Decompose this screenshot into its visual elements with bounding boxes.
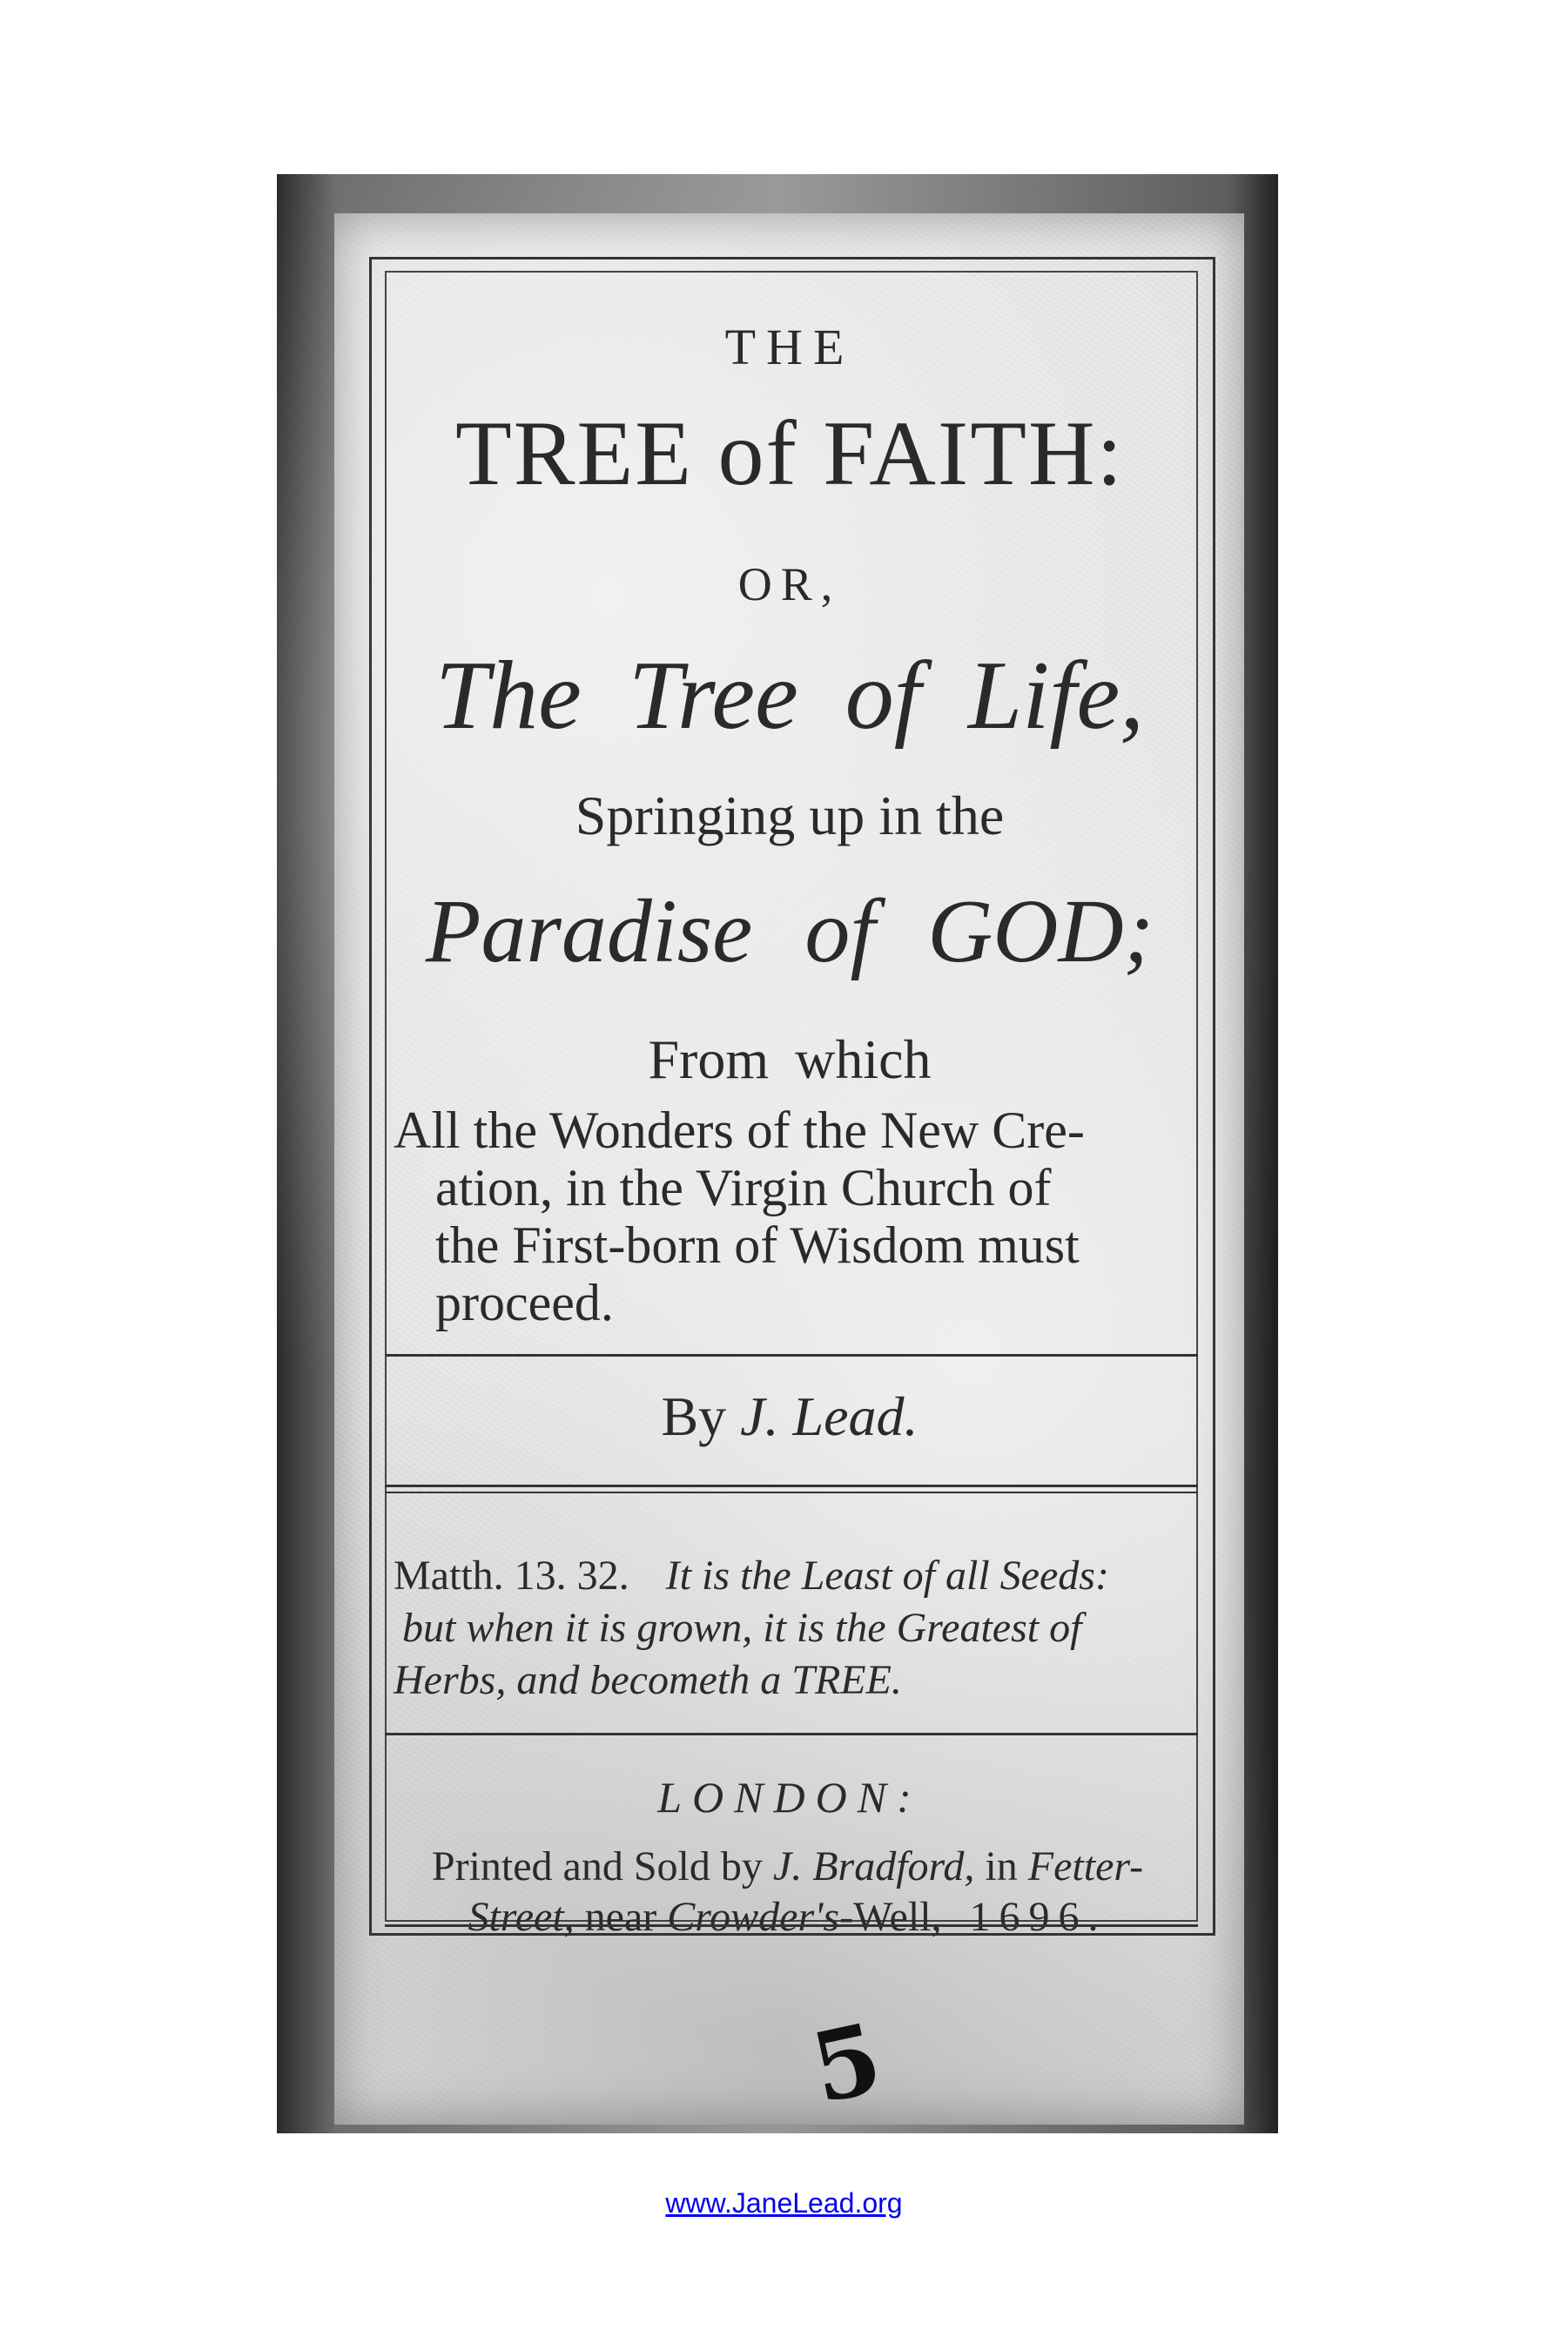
description-line: the First-born of Wisdom must xyxy=(435,1216,1080,1274)
printer-name: J. Bradford, xyxy=(772,1843,975,1890)
imprint-text: Well, xyxy=(853,1894,942,1940)
scripture-reference: Matth. 13. 32. xyxy=(394,1553,629,1599)
divider-rule xyxy=(385,1485,1198,1487)
by-label: By xyxy=(661,1385,727,1447)
scripture-quote xyxy=(394,1550,1181,1707)
divider-rule xyxy=(385,1733,1198,1735)
scripture-line xyxy=(394,1550,1181,1602)
description-block xyxy=(394,1101,1181,1331)
description-line: All the Wonders of the New Cre- xyxy=(394,1101,1085,1159)
divider-rule xyxy=(385,1492,1198,1493)
description-line: ation, in the Virgin Church of xyxy=(435,1159,1052,1216)
author-name: J. Lead. xyxy=(740,1385,919,1447)
scripture-line xyxy=(394,1602,1181,1654)
website-link[interactable]: www.JaneLead.org xyxy=(665,2187,903,2219)
scripture-text: Herbs, and becometh a TREE. xyxy=(394,1657,902,1703)
imprint xyxy=(394,1842,1181,1943)
author-line xyxy=(385,1384,1195,1449)
subtitle-paradise: Paradise of GOD; xyxy=(425,881,1154,981)
scanned-page xyxy=(277,174,1278,2133)
imprint-city: LONDON: xyxy=(657,1773,922,1822)
scripture-text: It is the Least of all Seeds: xyxy=(665,1553,1109,1599)
imprint-text: near xyxy=(584,1894,657,1940)
imprint-text: Printed and Sold by xyxy=(431,1843,763,1890)
street-name: Street, xyxy=(468,1894,575,1940)
title-or: OR, xyxy=(737,558,842,610)
scripture-line xyxy=(394,1654,1181,1707)
from-which: From which xyxy=(648,1028,932,1090)
subtitle-springing: Springing up in the xyxy=(575,785,1005,846)
imprint-text: in xyxy=(985,1843,1018,1890)
title-the: THE xyxy=(724,319,855,375)
scripture-text: but when it is grown, it is the Greatest of xyxy=(402,1605,1082,1651)
bottom-rule xyxy=(385,1924,1198,1927)
handwritten-page-number: 5 xyxy=(802,2001,892,2125)
imprint-line xyxy=(394,1842,1181,1892)
title-page-paper xyxy=(334,213,1244,2125)
street-name: Fetter- xyxy=(1027,1843,1144,1890)
title-main: TREE of FAITH: xyxy=(455,402,1124,504)
description-line: proceed. xyxy=(435,1274,614,1331)
place-name: Crowder's- xyxy=(667,1894,854,1940)
imprint-year: 1696. xyxy=(969,1894,1107,1940)
divider-rule xyxy=(385,1354,1198,1357)
subtitle-tree-of-life: The Tree of Life, xyxy=(434,642,1145,750)
imprint-line xyxy=(394,1892,1181,1943)
